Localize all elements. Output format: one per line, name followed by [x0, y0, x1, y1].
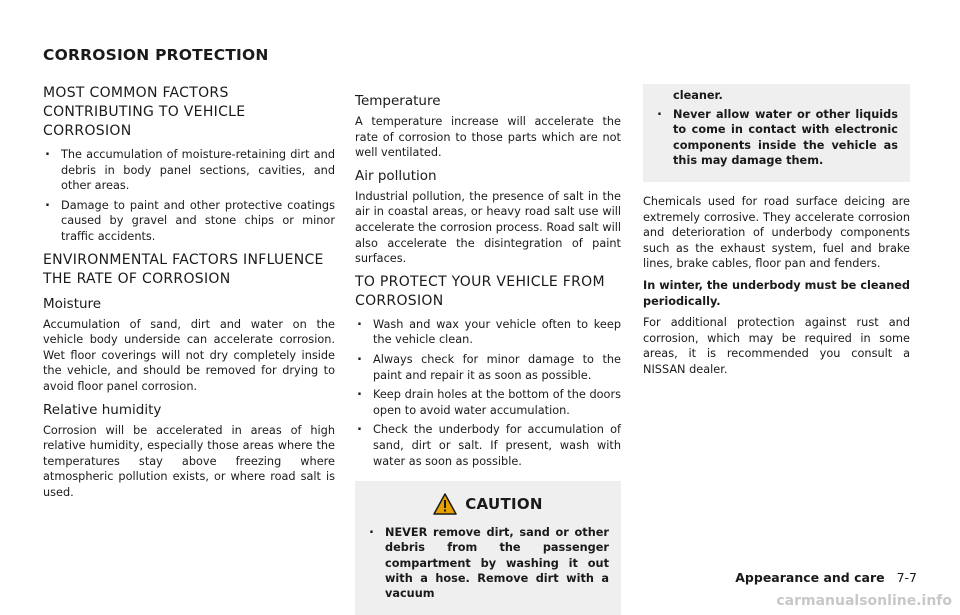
footer-section-name: Appearance and care — [735, 570, 885, 585]
heading-environmental-factors: ENVIRONMENTAL FACTORS INFLUENCE THE RATE OF CORROSION — [43, 251, 324, 287]
paragraph-air-pollution: Industrial pollution, the presence of salt in the air in coastal areas, or heavy road salt use will accelerate the corrosion process. Road salt will also accelerate the disintegration of paint surfaces. — [355, 189, 621, 266]
caution-header — [367, 487, 609, 525]
page-footer — [735, 570, 917, 585]
list-item: . Check the underbody for accumulation of sand, dirt or salt. If present, wash with water as soon as possible. — [355, 422, 621, 469]
list-item: . Wash and wax your vehicle often to keep the vehicle clean. — [355, 317, 621, 348]
caution-title: CAUTION — [465, 495, 543, 514]
protect-list — [355, 317, 621, 469]
list-item: . Damage to paint and other protective coatings caused by gravel and stone chips or minor traffic accidents. — [43, 198, 335, 245]
paragraph-temperature: A temperature increase will accelerate the rate of corrosion to those parts which are not well ventilated. — [355, 115, 621, 160]
paragraph-moisture: Accumulation of sand, dirt and water on the vehicle body underside can accelerate corrosion. Wet floor coverings will not dry completely inside the vehicle, and should be removed for drying to avoid floor panel corrosion. — [43, 317, 335, 393]
column-1 — [43, 84, 335, 507]
list-item: . Always check for minor damage to the paint and repair it as soon as possible. — [355, 352, 621, 383]
heading-relative-humidity: Relative humidity — [43, 401, 162, 418]
heading-common-factors: MOST COMMON FACTORS CONTRIBUTING TO VEHICLE CORROSION — [43, 85, 246, 139]
heading-temperature: Temperature — [355, 93, 441, 109]
column-2 — [355, 88, 621, 615]
heading-protect-vehicle: TO PROTECT YOUR VEHICLE FROM CORROSION — [355, 273, 605, 309]
page-title: CORROSION PROTECTION — [43, 46, 269, 64]
factors-list — [43, 147, 335, 245]
column-3 — [643, 84, 910, 384]
caution-box-continued — [643, 84, 910, 182]
paragraph-relative-humidity: Corrosion will be accelerated in areas of high relative humidity, especially those areas where the temperatures stay above freezing where atmospheric pollution exists, or where road salt is used. — [43, 423, 335, 499]
paragraph-winter: In winter, the underbody must be cleaned periodically. — [643, 278, 910, 308]
heading-air-pollution: Air pollution — [355, 167, 437, 184]
list-item: . The accumulation of moisture-retaining dirt and debris in body panel sections, cavities, and other areas. — [43, 147, 335, 194]
warning-triangle-icon — [433, 493, 457, 515]
footer-page-number: 7-7 — [896, 570, 917, 585]
paragraph-chemicals: Chemicals used for road surface deicing are extremely corrosive. They accelerate corrosion and deterioration of underbody components such as the exhaust system, fuel and brake lines, brake cables, floor pan and fenders. — [643, 195, 910, 271]
list-item: . Keep drain holes at the bottom of the doors open to avoid water accumulation. — [355, 387, 621, 418]
caution-item: . NEVER remove dirt, sand or other debris from the passenger compartment by washing it out with a hose. Remove dirt with a vacuum — [367, 525, 609, 601]
caution-box — [355, 481, 621, 615]
caution-continuation: cleaner. — [673, 89, 723, 102]
caution-list — [367, 525, 609, 601]
heading-moisture: Moisture — [43, 295, 102, 312]
caution-item: . Never allow water or other liquids to come in contact with electronic components inside the vehicle as this may damage them. — [655, 107, 898, 168]
caution-list-continued — [655, 107, 898, 168]
watermark: carmanualsonline.info — [776, 593, 952, 609]
paragraph-additional-protection: For additional protection against rust and corrosion, which may be required in some areas, it is recommended you consult a NISSAN dealer. — [643, 316, 910, 376]
